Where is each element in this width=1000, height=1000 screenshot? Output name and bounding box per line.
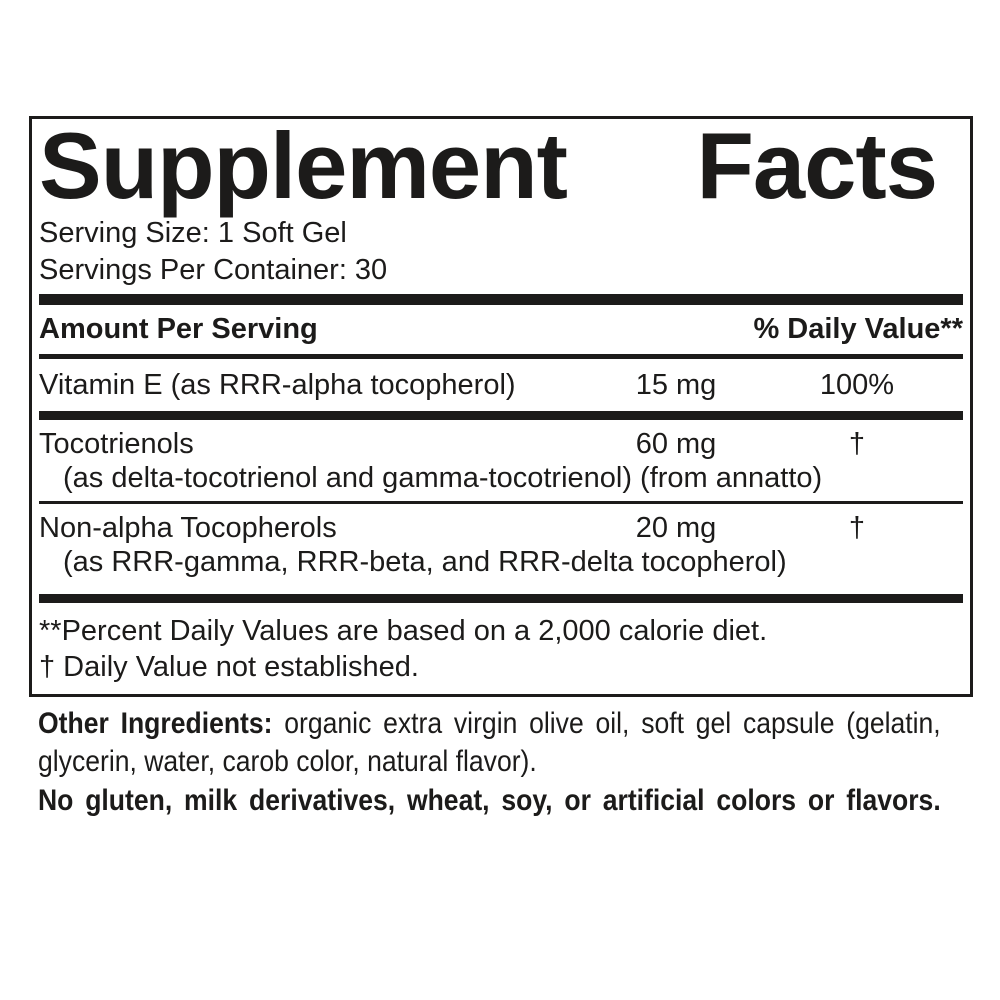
title-word-facts: Facts <box>696 113 937 218</box>
footnotes <box>39 603 963 694</box>
nutrient-row-tocotrienols <box>39 420 963 501</box>
other-ingredients-paragraph <box>38 705 941 781</box>
supplement-facts-panel <box>29 113 973 697</box>
serving-size: Serving Size: 1 Soft Gel <box>39 217 347 249</box>
nutrient-detail: (as delta-tocotrienol and gamma-tocotrienol) (from annatto) <box>63 462 823 494</box>
nutrient-amount: 60 mg <box>635 428 717 460</box>
nutrient-detail: (as RRR-gamma, RRR-beta, and RRR-delta tocopherol) <box>63 546 787 578</box>
nutrient-daily-value: † <box>848 428 866 460</box>
other-ingredients-line-2: glycerin, water, carob color, natural flavor). <box>38 745 537 778</box>
title-word-supplement: Supplement <box>39 113 567 218</box>
column-header-row <box>39 305 963 354</box>
nutrient-amount: 20 mg <box>635 512 717 544</box>
nutrient-daily-value: † <box>848 512 866 544</box>
nutrient-amount: 15 mg <box>635 369 717 401</box>
divider-heavy <box>39 294 963 305</box>
servings-per-container: Servings Per Container: 30 <box>39 254 388 286</box>
nutrient-name: Tocotrienols <box>39 428 194 460</box>
other-ingredients-line-1 <box>38 705 941 743</box>
panel-title <box>39 113 963 218</box>
other-ingredients-text: organic extra virgin olive oil, soft gel capsule (gelatin, <box>272 707 941 740</box>
nutrient-name: Non-alpha Tocopherols <box>39 512 337 544</box>
daily-value-header: % Daily Value** <box>753 313 963 345</box>
nutrient-daily-value: 100% <box>819 369 895 401</box>
divider-heavy <box>39 411 963 420</box>
other-ingredients-label: Other Ingredients: <box>38 707 273 740</box>
divider-heavy <box>39 594 963 603</box>
amount-per-serving-header: Amount Per Serving <box>39 313 318 345</box>
nutrient-row-vitamin-e <box>39 359 963 411</box>
allergen-statement: No gluten, milk derivatives, wheat, soy, or artificial colors or flavors. <box>38 784 941 817</box>
nutrient-row-non-alpha-tocopherols <box>39 504 963 594</box>
nutrient-name: Vitamin E (as RRR-alpha tocopherol) <box>39 369 516 401</box>
footnote-dagger: † Daily Value not established. <box>39 651 419 683</box>
footnote-daily-values: **Percent Daily Values are based on a 2,000 calorie diet. <box>39 615 768 647</box>
